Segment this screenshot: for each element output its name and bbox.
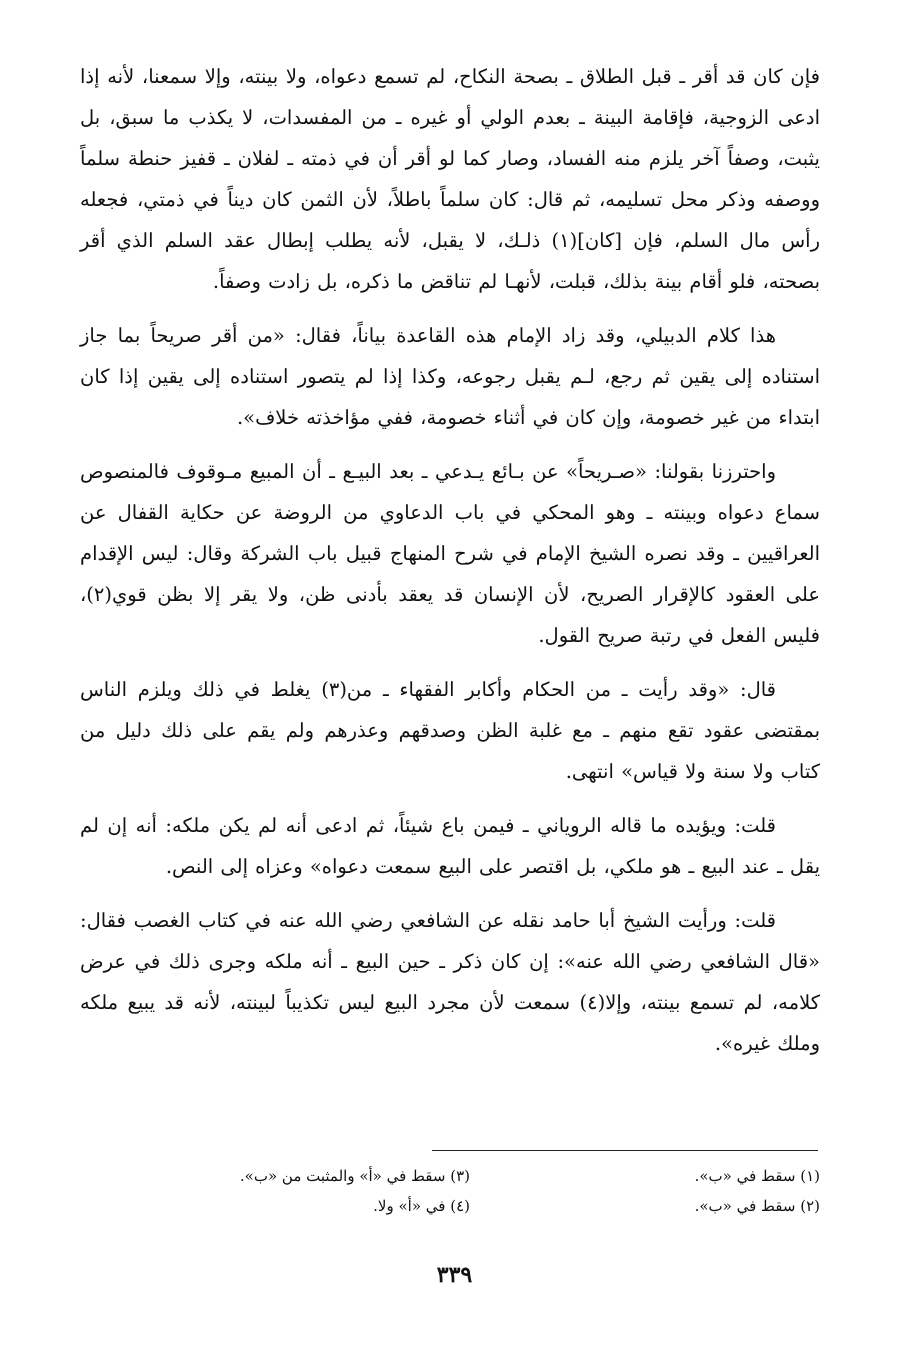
paragraph-6: قلت: ورأيت الشيخ أبا حامد نقله عن الشافعي رضي الله عنه في كتاب الغصب فقال: «قال الشافعي رضي الله عنه»: إن كان ذكر ـ حين البيع ـ أنه ملكه وجرى ذلك في عرض كلامه، لم تسمع بينته، وإلا(٤) سمعت لأن مجرد البيع ليس تكذيباً لبينته، لأنه قد يبيع ملكه وملك غيره». xyxy=(80,909,820,1055)
paragraph-5: قلت: ويؤيده ما قاله الروياني ـ فيمن باع شيئاً، ثم ادعى أنه لم يكن ملكه: أنه إن لم يقل ـ عند البيع ـ هو ملكي، بل اقتصر على البيع سمعت دعواه» وعزاه إلى النص. xyxy=(80,814,820,878)
footnote-divider xyxy=(432,1150,818,1151)
paragraph-3: واحترزنا بقولنا: «صـريحاً» عن بـائع يـدعي ـ بعد البيـع ـ أن المبيع مـوقوف فالمنصوص سماع دعواه وبينته ـ وهو المحكي في باب الدعاوي من الروضة عن حكاية القفال عن العراقيين ـ وقد نصره الشيخ الإمام في شرح المنهاج قبيل باب الشركة وقال: ليس الإقدام على العقود كالإقرار الصريح، لأن الإنسان قد يعقد بأدنى ظن، ولا يقر إلا بظن قوي(٢)، فليس الفعل في رتبة صريح القول. xyxy=(80,460,820,647)
paragraph-2: هذا كلام الدبيلي، وقد زاد الإمام هذه القاعدة بياناً، فقال: «من أقر صريحاً بما جاز استناده إلى يقين ثم رجع، لـم يقبل رجوعه، وكذا إذا لم يتصور استناده إلى يقين إذا كان ابتداء من غير خصومة، وإن كان في أثناء خصومة، ففي مؤاخذته خلاف». xyxy=(80,324,820,429)
footnote-2: (٢) سقط في «ب». xyxy=(694,1197,820,1215)
footnote-3: (٣) سقط في «أ» والمثبت من «ب». xyxy=(239,1167,470,1185)
main-text xyxy=(80,56,820,1077)
footnotes xyxy=(120,1161,820,1221)
paragraph-1: فإن كان قد أقر ـ قبل الطلاق ـ بصحة النكاح، لم تسمع دعواه، ولا بينته، وإلا سمعنا، لأنه إذا ادعى الزوجية، فإقامة البينة ـ بعدم الولي أو غيره ـ من المفسدات، لا يكذب ما سبق، بل يثبت، وصفاً آخر يلزم منه الفساد، وصار كما لو أقر أن في ذمته ـ لفلان ـ قفيز حنطة سلماً ووصفه وذكر محل تسليمه، ثم قال: كان سلماً باطلاً، لأن الثمن كان ديناً في ذمتي، فجعله رأس مال السلم، فإن [كان](١) ذلـك، لا يقبل، لأنه يطلب إبطال عقد السلم الذي أقر بصحته، فلو أقام بينة بذلك، قبلت، لأنهـا لم تناقض ما ذكره، بل زادت وصفاً. xyxy=(80,65,821,293)
footnote-1: (١) سقط في «ب». xyxy=(694,1167,820,1185)
footnote-4: (٤) في «أ» ولا. xyxy=(373,1197,470,1215)
paragraph-4: قال: «وقد رأيت ـ من الحكام وأكابر الفقهاء ـ من(٣) يغلط في ذلك ويلزم الناس بمقتضى عقود تقع منهم ـ مع غلبة الظن وصدقهم وعذرهم ولم يقم على ذلك دليل من كتاب ولا سنة ولا قياس» انتهى. xyxy=(80,678,820,783)
page-number: ٣٣٩ xyxy=(436,1262,473,1288)
